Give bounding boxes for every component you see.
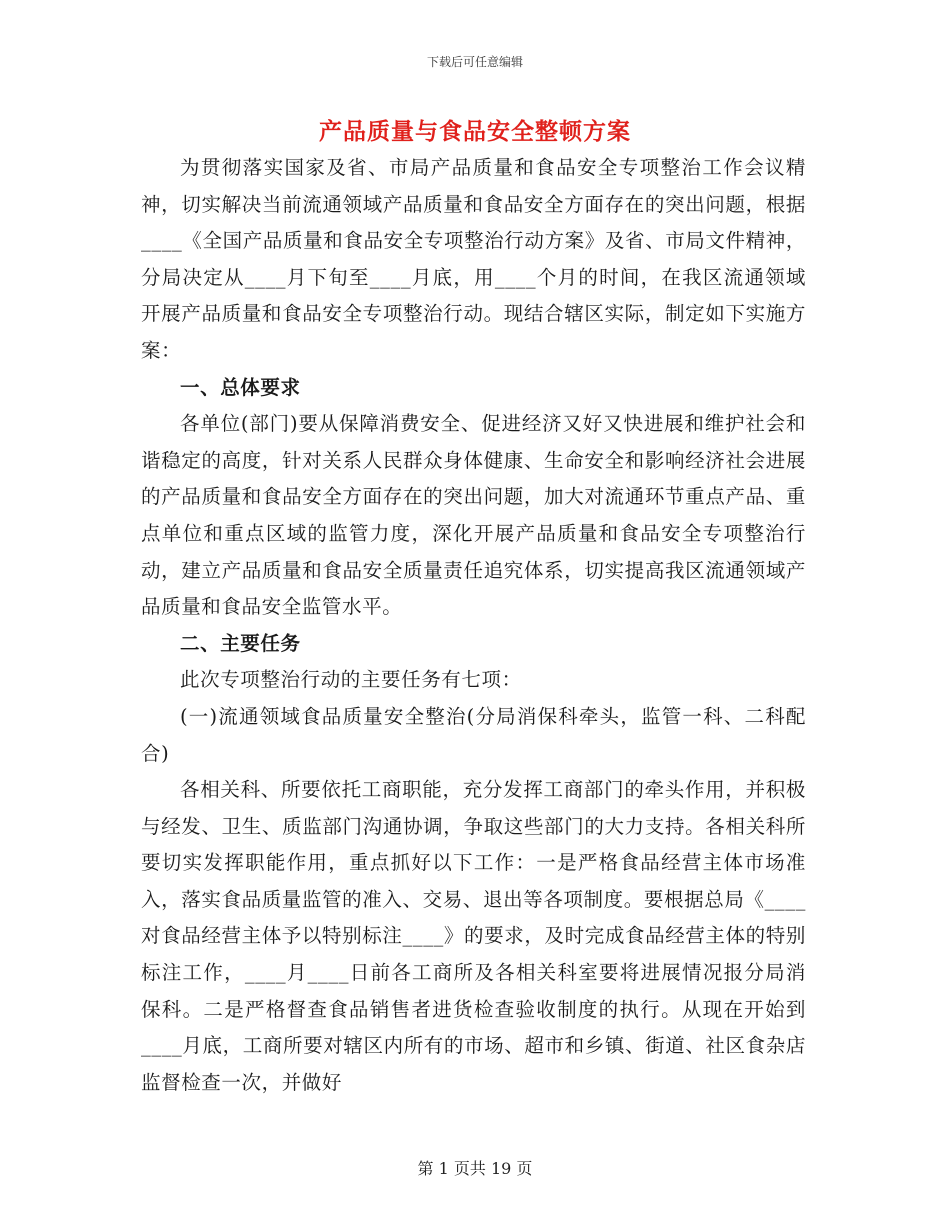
subsection-food-safety: (一)流通领域食品质量安全整治(分局消保科牵头，监管一科、二科配合) — [141, 704, 806, 765]
main-tasks-intro: 此次专项整治行动的主要任务有七项： — [180, 668, 522, 692]
document-title: 产品质量与食品安全整顿方案 — [319, 118, 631, 145]
section-heading-main-tasks: 二、主要任务 — [180, 631, 301, 655]
intro-paragraph: 为贯彻落实国家及省、市局产品质量和食品安全专项整治工作会议精神，切实解决当前流通领域产品质量和食品安全方面存在的突出问题，根据____《全国产品质量和食品安全专项整治行动方案》及省、市局文件精神，分局决定从____月下旬至____月底，用____个月的时间，在我区流通领域开展产品质量和食品安全专项整治行动。现结合辖区实际，制定如下实施方案： — [141, 156, 806, 362]
food-safety-paragraph: 各相关科、所要依托工商职能，充分发挥工商部门的牵头作用，并积极与经发、卫生、质监部门沟通协调，争取这些部门的大力支持。各相关科所要切实发挥职能作用，重点抓好以下工作：一是严格食品经营主体市场准入，落实食品质量监管的准入、交易、退出等各项制度。要根据总局《____对食品经营主体予以特别标注____》的要求，及时完成食品经营主体的特别标注工作，____月____日前各工商所及各相关科室要将进展情况报分局消保科。二是严格督查食品销售者进货检查验收制度的执行。从现在开始到____月底，工商所要对辖区内所有的市场、超市和乡镇、街道、社区食杂店监督检查一次，并做好 — [141, 778, 806, 1094]
section-heading-general-requirements: 一、总体要求 — [180, 375, 301, 399]
page-indicator: 第 1 页共 19 页 — [417, 1159, 533, 1178]
header-note: 下载后可任意编辑 — [426, 55, 523, 69]
general-requirements-paragraph: 各单位(部门)要从保障消费安全、促进经济又好又快进展和维护社会和谐稳定的高度，针对关系人民群众身体健康、生命安全和影响经济社会进展的产品质量和食品安全方面存在的突出问题，加大对流通环节重点产品、重点单位和重点区域的监管力度，深化开展产品质量和食品安全专项整治行动，建立产品质量和食品安全质量责任追究体系，切实提高我区流通领域产品质量和食品安全监管水平。 — [141, 412, 806, 619]
document-body — [141, 150, 806, 1101]
